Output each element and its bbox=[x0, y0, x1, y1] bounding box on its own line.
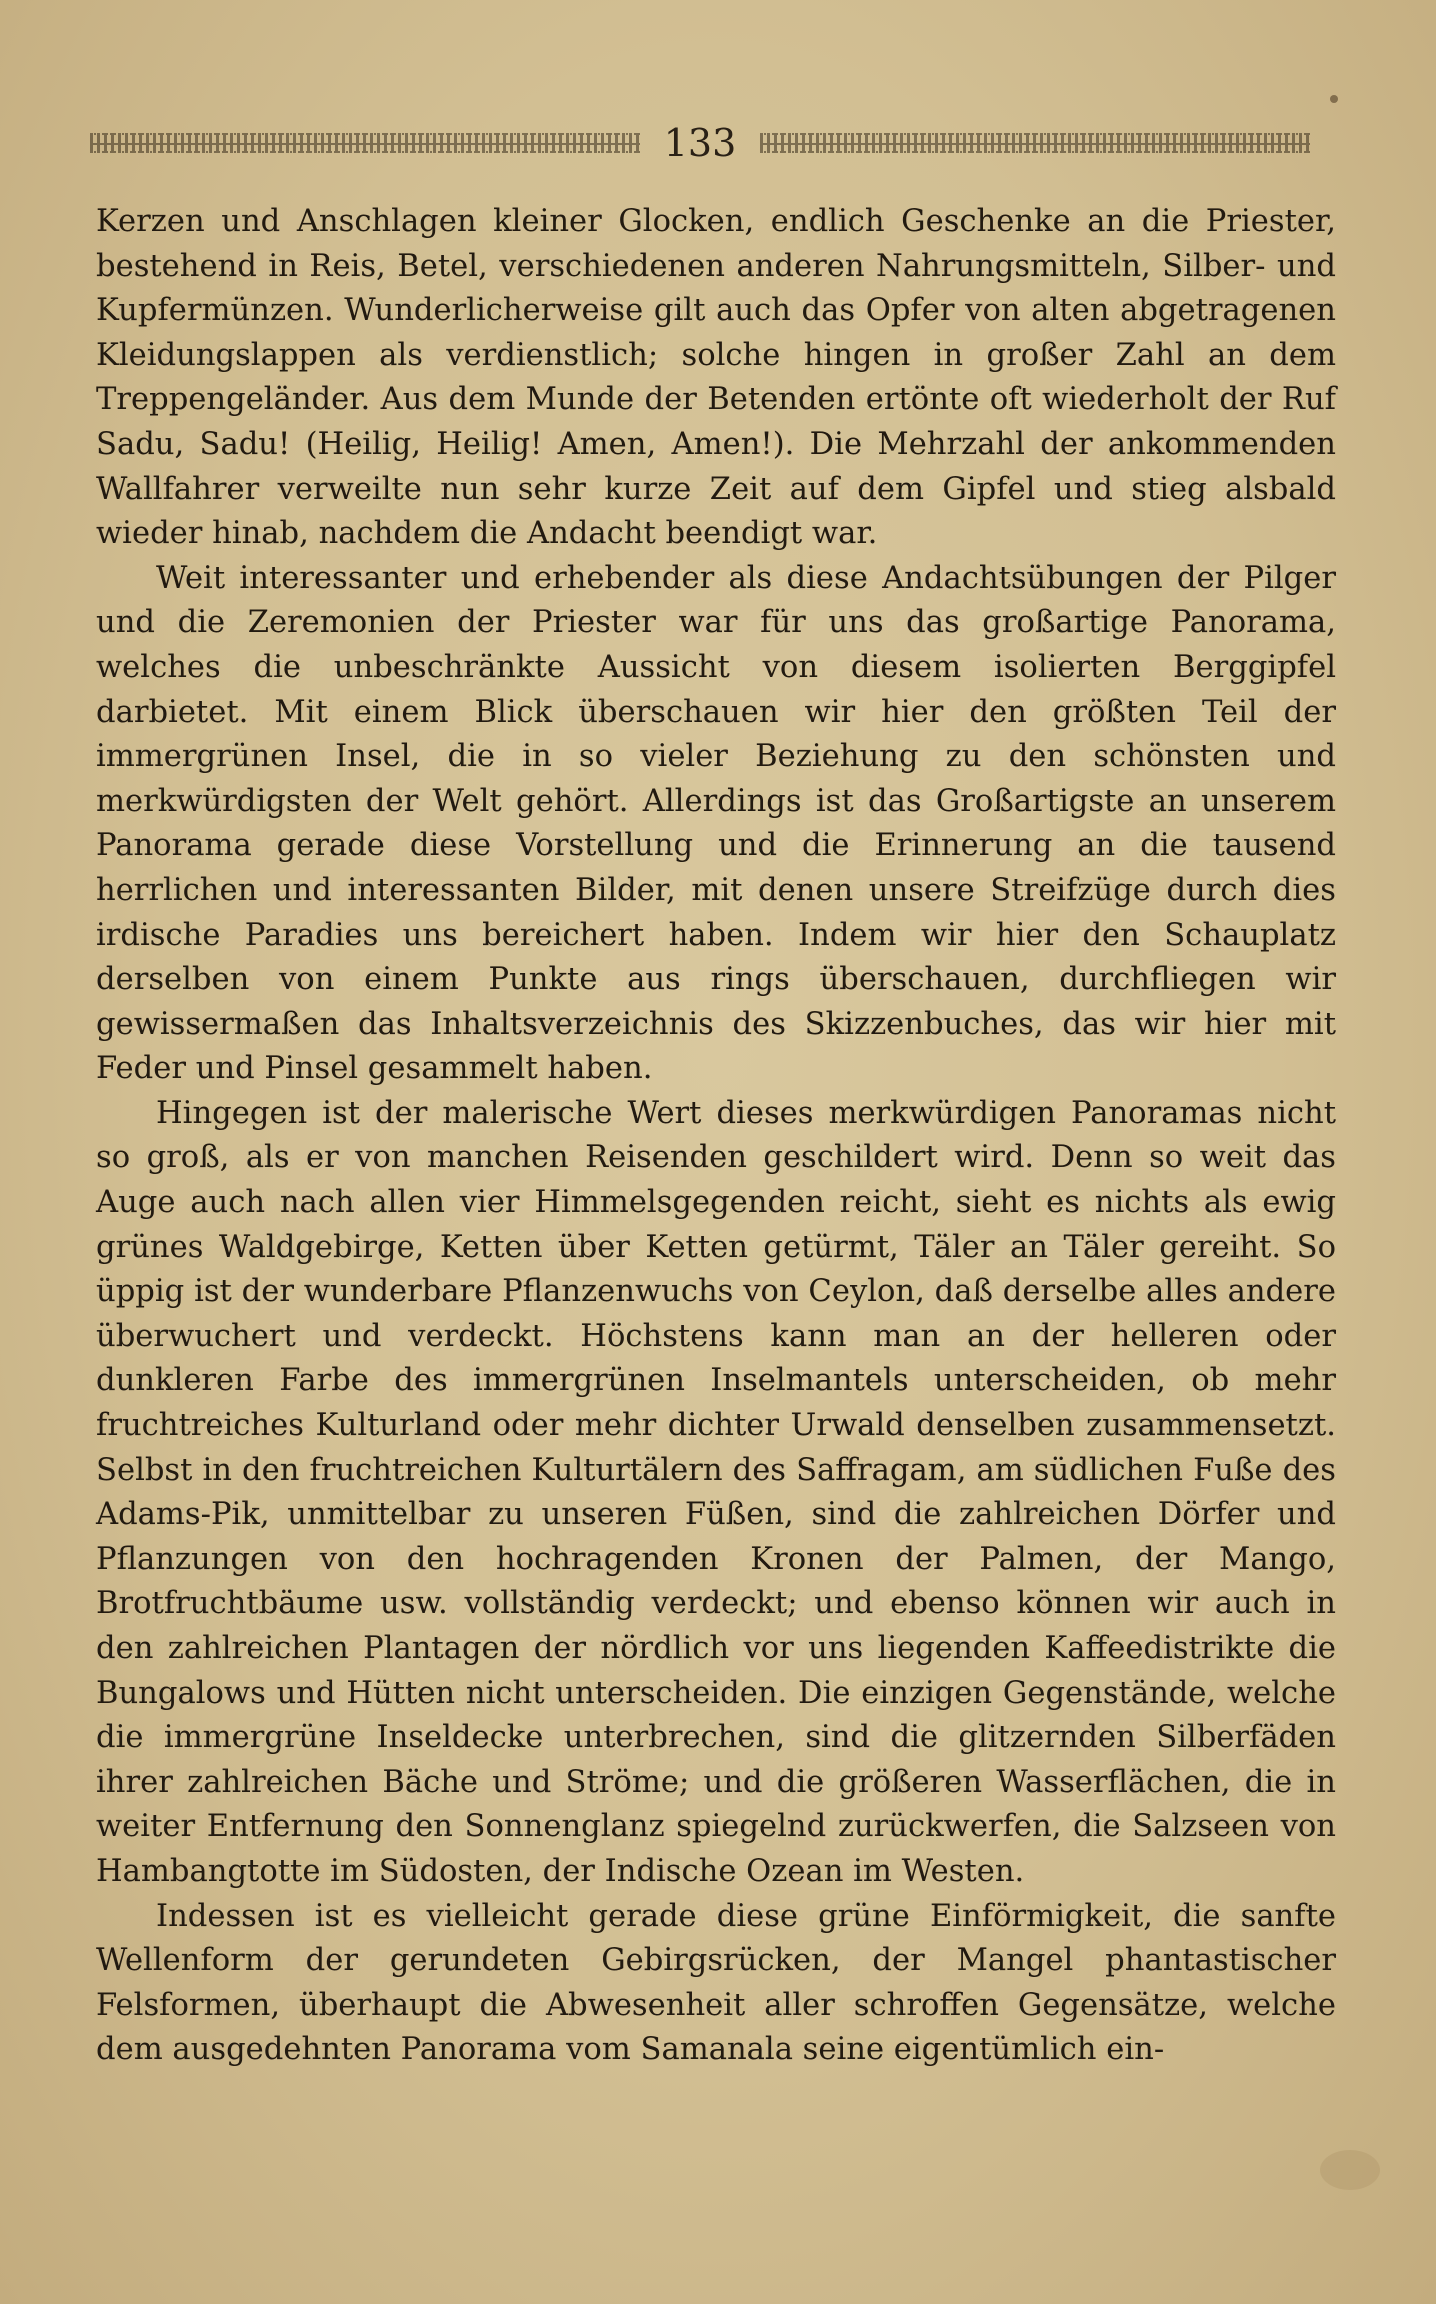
paragraph: Hingegen ist der malerische Wert dieses merkwürdigen Panoramas nicht so groß, als er von manchen Reisenden geschildert wird. Denn so weit das Auge auch nach allen vier Himmelsgegenden reicht, sieht es nichts als ewig grünes Waldgebirge, Ketten über Ketten getürmt, Täler an Täler gereiht. So üppig ist der wunderbare Pflanzenwuchs von Ceylon, daß derselbe alles andere überwuchert und verdeckt. Höchstens kann man an der helleren oder dunkleren Farbe des immergrünen Inselmantels unterscheiden, ob mehr fruchtreiches Kulturland oder mehr dichter Urwald denselben zusammensetzt. Selbst in den fruchtreichen Kulturtälern des Saffragam, am südlichen Fuße des Adams-Pik, unmittelbar zu unseren Füßen, sind die zahlreichen Dörfer und Pflanzungen von den hochragenden Kronen der Palmen, der Mango, Brotfruchtbäume usw. vollständig verdeckt; und ebenso können wir auch in den zahlreichen Plantagen der nördlich vor uns liegenden Kaffeedistrikte die Bungalows und Hütten nicht unterscheiden. Die einzigen Gegenstände, welche die immergrüne Inseldecke unterbrechen, sind die glitzernden Silberfäden ihrer zahlreichen Bäche und Ströme; und die größeren Wasserflächen, die in weiter Entfernung den Sonnenglanz spiegelnd zurückwerfen, die Salzseen von Hambangtotte im Südosten, der Indische Ozean im Westen. bbox=[96, 1095, 1336, 1889]
paragraph: Indessen ist es vielleicht gerade diese grüne Einförmigkeit, die sanfte Wellenform der gerundeten Gebirgsrücken, der Mangel phantastischer Felsformen, überhaupt die Abwesenheit aller schroffen Gegensätze, welche dem ausgedehnten Panorama vom Samanala seine eigentümlich ein- bbox=[96, 1898, 1336, 2068]
paper-stain bbox=[1330, 95, 1338, 103]
header-ornament-right bbox=[760, 133, 1310, 153]
paragraph: Weit interessanter und erhebender als diese Andachtsübungen der Pilger und die Zeremonien der Priester war für uns das großartige Panorama, welches die unbeschränkte Aussicht von diesem isolierten Berggipfel darbietet. Mit einem Blick überschauen wir hier den größten Teil der immergrünen Insel, die in so vieler Beziehung zu den schönsten und merkwürdigsten der Welt gehört. Allerdings ist das Großartigste an unserem Panorama gerade diese Vorstellung und die Erinnerung an die tausend herrlichen und interessanten Bilder, mit denen unsere Streifzüge durch dies irdische Paradies uns bereichert haben. Indem wir hier den Schauplatz derselben von einem Punkte aus rings überschauen, durchfliegen wir gewissermaßen das Inhaltsverzeichnis des Skizzenbuches, das wir hier mit Feder und Pinsel gesammelt haben. bbox=[96, 560, 1336, 1087]
page-body bbox=[96, 200, 1336, 2073]
page-number: 133 bbox=[663, 121, 737, 165]
page-header bbox=[90, 118, 1310, 168]
paragraph: Kerzen und Anschlagen kleiner Glocken, endlich Geschenke an die Priester, bestehend in Reis, Betel, verschiedenen anderen Nahrungsmitteln, Silber- und Kupfermünzen. Wunderlicherweise gilt auch das Opfer von alten abgetragenen Kleidungslappen als verdienstlich; solche hingen in großer Zahl an dem Treppengeländer. Aus dem Munde der Betenden ertönte oft wiederholt der Ruf Sadu, Sadu! (Heilig, Heilig! Amen, Amen!). Die Mehrzahl der ankommenden Wallfahrer verweilte nun sehr kurze Zeit auf dem Gipfel und stieg alsbald wieder hinab, nachdem die Andacht beendigt war. bbox=[96, 204, 1336, 552]
header-ornament-left bbox=[90, 133, 640, 153]
paper-stain bbox=[1320, 2150, 1380, 2190]
